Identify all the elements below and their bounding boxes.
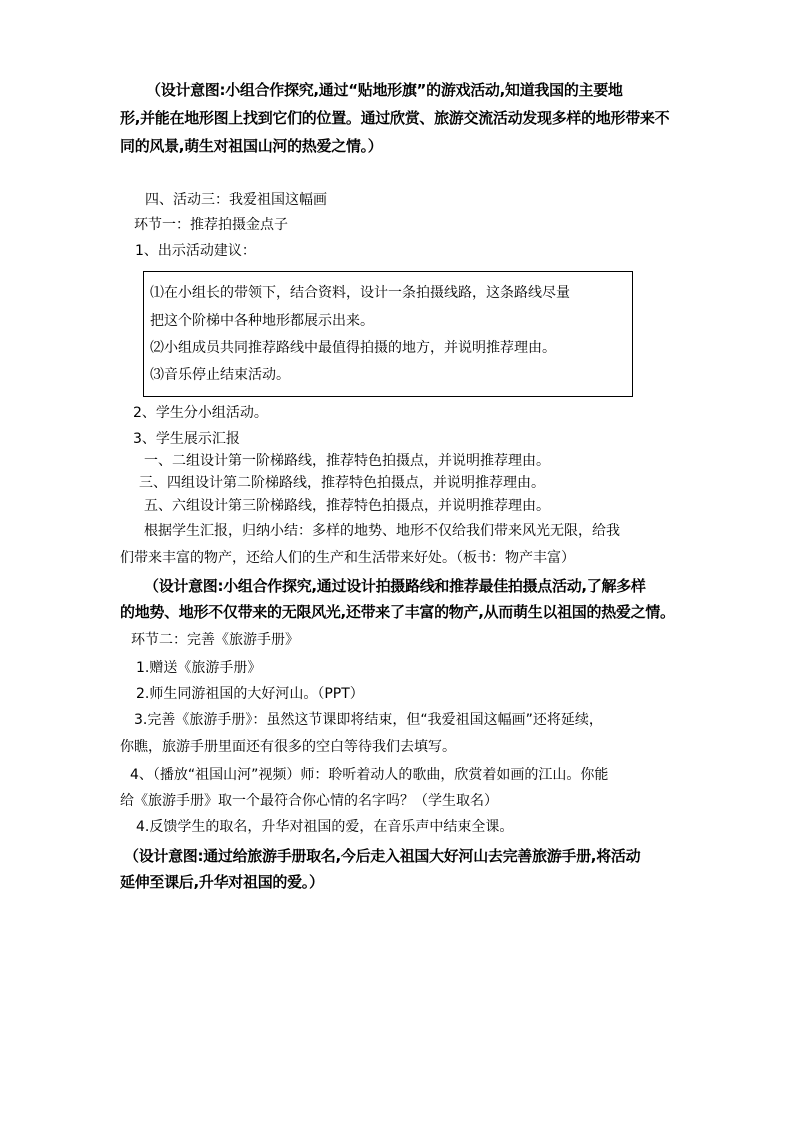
step-two-item-3-line-2: 你瞧，旅游手册里面还有很多的空白等待我们去填写。 xyxy=(120,739,456,755)
suggestion-line-3: ⑵小组成员共同推荐路线中最值得拍摄的地方，并说明推荐理由。 xyxy=(150,340,556,356)
design-intent-2-line-1: （设计意图:小组合作探究,通过设计拍摄路线和推荐最佳拍摄点活动,了解多样 xyxy=(144,577,646,595)
design-intent-1-line-2: 形,并能在地形图上找到它们的位置。通过欣赏、旅游交流活动发现多样的地形带来不 xyxy=(120,109,670,127)
report-line-1: 一、二组设计第一阶梯路线，推荐特色拍摄点，并说明推荐理由。 xyxy=(144,453,550,469)
item-one: 1、出示活动建议： xyxy=(135,243,256,259)
step-one-title: 环节一：推荐拍摄金点子 xyxy=(134,217,288,233)
item-three: 3、学生展示汇报 xyxy=(133,431,240,447)
suggestion-line-2: 把这个阶梯中各种地形都展示出来。 xyxy=(150,313,374,329)
suggestion-line-4: ⑶音乐停止结束活动。 xyxy=(150,367,290,383)
step-two-item-2: 2.师生同游祖国的大好河山。（PPT） xyxy=(136,686,364,702)
summary-line-1: 根据学生汇报，归纳小结：多样的地势、地形不仅给我们带来风光无限，给我 xyxy=(144,523,620,539)
step-two-item-3-line-1: 3.完善《旅游手册》：虽然这节课即将结束，但“我爱祖国这幅画”还将延续， xyxy=(134,712,603,728)
summary-line-2: 们带来丰富的物产，还给人们的生产和生活带来好处。（板书：物产丰富） xyxy=(120,550,575,566)
design-intent-3-line-1: （设计意图:通过给旅游手册取名,今后走入祖国大好河山去完善旅游手册,将活动 xyxy=(124,847,641,865)
design-intent-1-line-3: 同的风景,萌生对祖国山河的热爱之情。） xyxy=(120,137,383,155)
report-line-2: 三、四组设计第二阶梯路线，推荐特色拍摄点，并说明推荐理由。 xyxy=(139,475,545,491)
suggestion-line-1: ⑴在小组长的带领下，结合资料，设计一条拍摄线路，这条路线尽量 xyxy=(150,285,570,301)
item-two: 2、学生分小组活动。 xyxy=(133,405,268,421)
step-two-item-5: 4.反馈学生的取名，升华对祖国的爱，在音乐声中结束全课。 xyxy=(136,819,514,835)
design-intent-3-line-2: 延伸至课后,升华对祖国的爱。） xyxy=(120,873,324,891)
report-line-3: 五、六组设计第三阶梯路线，推荐特色拍摄点，并说明推荐理由。 xyxy=(144,498,550,514)
step-two-item-4-line-2: 给《旅游手册》取一个最符合你心情的名字吗？（学生取名） xyxy=(120,793,498,809)
design-intent-1-line-1: （设计意图:小组合作探究,通过“贴地形旗”的游戏活动,知道我国的主要地 xyxy=(146,81,623,99)
step-two-item-1: 1.赠送《旅游手册》 xyxy=(136,660,262,676)
step-two-title: 环节二：完善《旅游手册》 xyxy=(131,632,299,648)
section-heading: 四、活动三：我爱祖国这幅画 xyxy=(145,192,327,208)
design-intent-2-line-2: 的地势、地形不仅带来的无限风光,还带来了丰富的物产,从而萌生以祖国的热爱之情。 xyxy=(120,603,675,621)
step-two-item-4-line-1: 4、（播放“祖国山河”视频）师：聆听着动人的歌曲，欣赏着如画的江山。你能 xyxy=(130,767,609,783)
